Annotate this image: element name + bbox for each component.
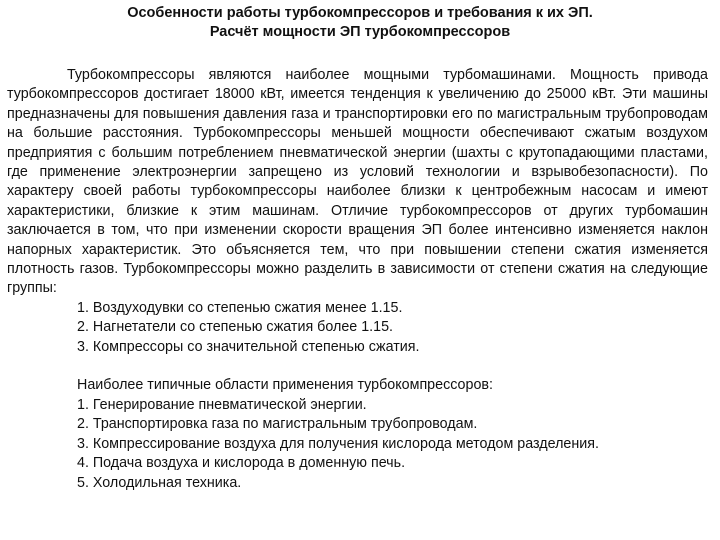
list-item: 2. Нагнетатели со степенью сжатия более 1.15.	[77, 319, 393, 336]
list-item: 3. Компрессирование воздуха для получения кислорода методом разделения.	[77, 435, 599, 452]
list-item: 1. Воздуходувки со степенью сжатия менее 1.15.	[77, 299, 403, 316]
compression-groups-list	[7, 299, 708, 357]
list-item: 5. Холодильная техника.	[77, 474, 242, 491]
list-item: 2. Транспортировка газа по магистральным трубопроводам.	[77, 416, 478, 433]
intro-paragraph: Турбокомпрессоры являются наиболее мощными турбомашинами. Мощность привода турбокомпрессоров достигает 18000 кВт, имеется тенденция к увеличению до 25000 кВт. Эти машины предназначены для повышения давления газа и транспортировки его по магистральным трубопроводам на большие расстояния. Турбокомпрессоры меньшей мощности обеспечивают сжатым воздухом предприятия с большим потреблением пневматической энергии (шахты с крутопадающими пластами, где применение электроэнергии запрещено из условий технологии и взрывобезопасности). По характеру своей работы турбокомпрессоры наиболее близки к центробежным насосам и имеют характеристики, близкие к этим машинам. Отличие турбокомпрессоров от других турбомашин заключается в том, что при изменении скорости вращения ЭП более интенсивно изменяется наклон напорных характеристик. Это объясняется тем, что при повышении степени сжатия изменяется плотность газов. Турбокомпрессоры можно разделить в зависимости от степени сжатия на следующие группы:	[7, 67, 708, 297]
applications-list	[7, 396, 708, 493]
applications-heading: Наиболее типичные области применения турбокомпрессоров:	[77, 377, 493, 394]
slide-title	[0, 4, 720, 42]
list-item: 1. Генерирование пневматической энергии.	[77, 396, 367, 413]
list-item: 4. Подача воздуха и кислорода в доменную печь.	[77, 455, 406, 472]
title-line-2: Расчёт мощности ЭП турбокомпрессоров	[209, 24, 511, 40]
list-item: 3. Компрессоры со значительной степенью сжатия.	[77, 338, 420, 355]
title-line-1: Особенности работы турбокомпрессоров и требования к их ЭП.	[127, 5, 593, 21]
spacer	[7, 357, 708, 376]
slide-body	[7, 66, 708, 493]
